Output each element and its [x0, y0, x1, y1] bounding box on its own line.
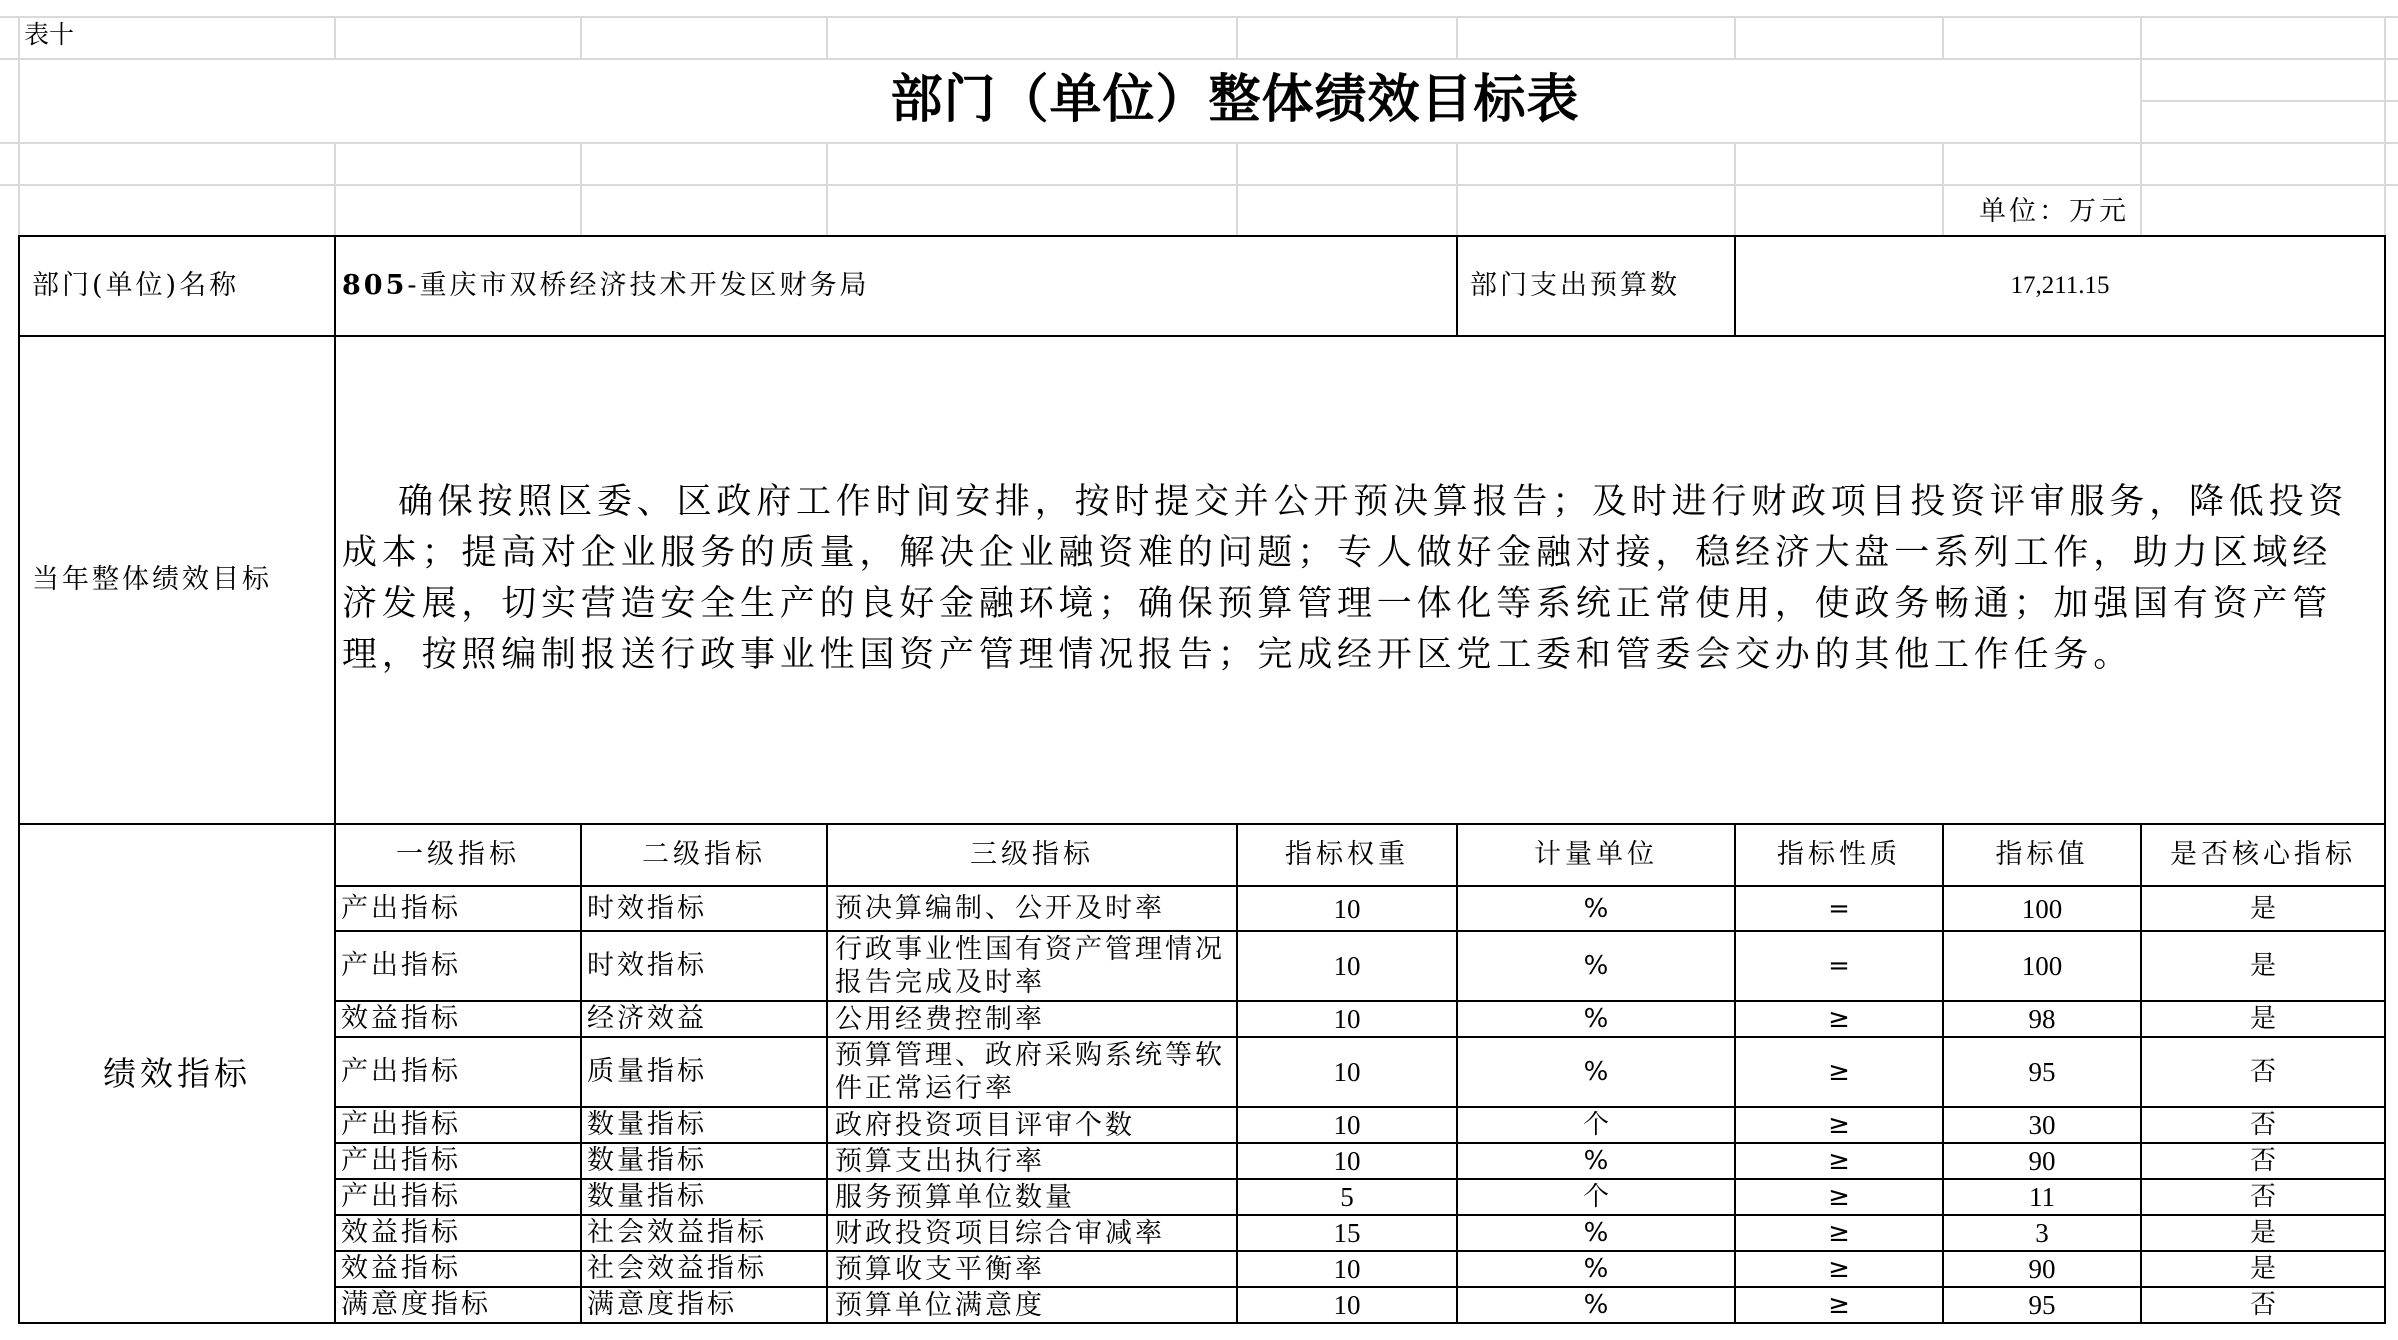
cell-level2: 社会效益指标	[581, 1251, 827, 1287]
unit-label: 单位：万元	[1979, 196, 2129, 227]
cell-weight: 10	[1237, 1287, 1457, 1323]
cell-core: 是	[2141, 886, 2385, 931]
table-row	[19, 1251, 2385, 1287]
table-row	[19, 1143, 2385, 1179]
cell-core: 否	[2141, 1143, 2385, 1179]
cell-nature: ≥	[1735, 1215, 1943, 1251]
cell-unit: %	[1457, 886, 1735, 931]
cell-nature: ≥	[1735, 1287, 1943, 1323]
cell-nature: ≥	[1735, 1001, 1943, 1037]
indicators-label: 绩效指标	[19, 824, 335, 1323]
cell-nature: =	[1735, 886, 1943, 931]
cell-value: 100	[1943, 931, 2141, 1001]
cell-level3: 预算管理、政府采购系统等软件正常运行率	[827, 1037, 1237, 1107]
cell-level2: 满意度指标	[581, 1287, 827, 1323]
cell-level3: 政府投资项目评审个数	[827, 1107, 1237, 1143]
cell-core: 是	[2141, 1001, 2385, 1037]
cell-unit: 个	[1457, 1107, 1735, 1143]
cell-unit: %	[1457, 1287, 1735, 1323]
sheet-label: 表十	[24, 20, 75, 49]
cell-level1: 满意度指标	[335, 1287, 581, 1323]
table-row	[19, 1179, 2385, 1215]
table-row	[19, 1215, 2385, 1251]
cell-level1: 效益指标	[335, 1251, 581, 1287]
goal-cell[interactable]	[335, 336, 2385, 824]
table-row	[19, 1287, 2385, 1323]
cell-nature: =	[1735, 931, 1943, 1001]
cell-core: 是	[2141, 1215, 2385, 1251]
cell-level3: 预算单位满意度	[827, 1287, 1237, 1323]
cell-level2: 经济效益	[581, 1001, 827, 1037]
page-title: 部门（单位）整体绩效目标表	[890, 70, 1580, 130]
cell-level2: 数量指标	[581, 1179, 827, 1215]
cell-level2: 时效指标	[581, 886, 827, 931]
cell-level1: 产出指标	[335, 1179, 581, 1215]
budget-label: 部门支出预算数	[1457, 236, 1735, 336]
goal-label: 当年整体绩效目标	[19, 336, 335, 824]
cell-value: 90	[1943, 1251, 2141, 1287]
cell-level2: 质量指标	[581, 1037, 827, 1107]
cell-unit: %	[1457, 1001, 1735, 1037]
performance-table	[18, 235, 2386, 1324]
header-value: 指标值	[1943, 824, 2141, 886]
cell-nature: ≥	[1735, 1143, 1943, 1179]
cell-level3: 服务预算单位数量	[827, 1179, 1237, 1215]
header-weight: 指标权重	[1237, 824, 1457, 886]
cell-unit: %	[1457, 1143, 1735, 1179]
table-row	[19, 1001, 2385, 1037]
budget-value[interactable]: 17,211.15	[1735, 236, 2385, 336]
cell-level2: 社会效益指标	[581, 1215, 827, 1251]
cell-level3: 预决算编制、公开及时率	[827, 886, 1237, 931]
table-row	[19, 931, 2385, 1001]
cell-value: 3	[1943, 1215, 2141, 1251]
goal-row	[19, 336, 2385, 824]
header-unit: 计量单位	[1457, 824, 1735, 886]
cell-level3: 预算收支平衡率	[827, 1251, 1237, 1287]
cell-weight: 15	[1237, 1215, 1457, 1251]
cell-weight: 10	[1237, 1107, 1457, 1143]
cell-unit: 个	[1457, 1179, 1735, 1215]
cell-nature: ≥	[1735, 1107, 1943, 1143]
header-core: 是否核心指标	[2141, 824, 2385, 886]
table-row	[19, 1107, 2385, 1143]
cell-unit: %	[1457, 1037, 1735, 1107]
cell-level1: 产出指标	[335, 1143, 581, 1179]
cell-level1: 产出指标	[335, 1107, 581, 1143]
cell-nature: ≥	[1735, 1037, 1943, 1107]
cell-core: 是	[2141, 1251, 2385, 1287]
cell-value: 11	[1943, 1179, 2141, 1215]
cell-level3: 公用经费控制率	[827, 1001, 1237, 1037]
cell-value: 100	[1943, 886, 2141, 931]
cell-level3: 财政投资项目综合审减率	[827, 1215, 1237, 1251]
cell-level2: 时效指标	[581, 931, 827, 1001]
cell-level3: 预算支出执行率	[827, 1143, 1237, 1179]
cell-value: 98	[1943, 1001, 2141, 1037]
header-level3: 三级指标	[827, 824, 1237, 886]
cell-weight: 10	[1237, 931, 1457, 1001]
header-level2: 二级指标	[581, 824, 827, 886]
cell-weight: 10	[1237, 1001, 1457, 1037]
cell-unit: %	[1457, 931, 1735, 1001]
cell-nature: ≥	[1735, 1179, 1943, 1215]
cell-weight: 10	[1237, 1251, 1457, 1287]
cell-value: 90	[1943, 1143, 2141, 1179]
goal-text: 确保按照区委、区政府工作时间安排，按时提交并公开预决算报告；及时进行财政项目投资评审服务，降低投资成本；提高对企业服务的质量，解决企业融资难的问题；专人做好金融对接，稳经济大盘一系列工作，助力区域经济发展，切实营造安全生产的良好金融环境；确保预算管理一体化等系统正常使用，使政务畅通；加强国有资产管理，按照编制报送行政事业性国资产管理情况报告；完成经开区党工委和管委会交办的其他工作任务。	[342, 482, 2349, 675]
cell-level2: 数量指标	[581, 1107, 827, 1143]
cell-core: 否	[2141, 1287, 2385, 1323]
cell-weight: 10	[1237, 1143, 1457, 1179]
cell-level2: 数量指标	[581, 1143, 827, 1179]
cell-core: 否	[2141, 1107, 2385, 1143]
indicator-header-row	[19, 824, 2385, 886]
department-row	[19, 236, 2385, 336]
table-row	[19, 1037, 2385, 1107]
cell-unit: %	[1457, 1251, 1735, 1287]
table-row	[19, 886, 2385, 931]
department-code: 805	[342, 270, 408, 301]
cell-core: 否	[2141, 1179, 2385, 1215]
cell-value: 30	[1943, 1107, 2141, 1143]
cell-core: 否	[2141, 1037, 2385, 1107]
cell-level1: 效益指标	[335, 1001, 581, 1037]
department-name-cell[interactable]	[335, 236, 1457, 336]
cell-level1: 产出指标	[335, 1037, 581, 1107]
cell-core: 是	[2141, 931, 2385, 1001]
cell-level3: 行政事业性国有资产管理情况报告完成及时率	[827, 931, 1237, 1001]
cell-level1: 效益指标	[335, 1215, 581, 1251]
cell-weight: 10	[1237, 886, 1457, 931]
cell-weight: 10	[1237, 1037, 1457, 1107]
cell-level1: 产出指标	[335, 886, 581, 931]
cell-value: 95	[1943, 1037, 2141, 1107]
cell-value: 95	[1943, 1287, 2141, 1323]
header-nature: 指标性质	[1735, 824, 1943, 886]
cell-weight: 5	[1237, 1179, 1457, 1215]
cell-unit: %	[1457, 1215, 1735, 1251]
department-name: -重庆市双桥经济技术开发区财务局	[407, 270, 870, 301]
cell-level1: 产出指标	[335, 931, 581, 1001]
cell-nature: ≥	[1735, 1251, 1943, 1287]
header-level1: 一级指标	[335, 824, 581, 886]
department-name-label: 部门(单位)名称	[19, 236, 335, 336]
